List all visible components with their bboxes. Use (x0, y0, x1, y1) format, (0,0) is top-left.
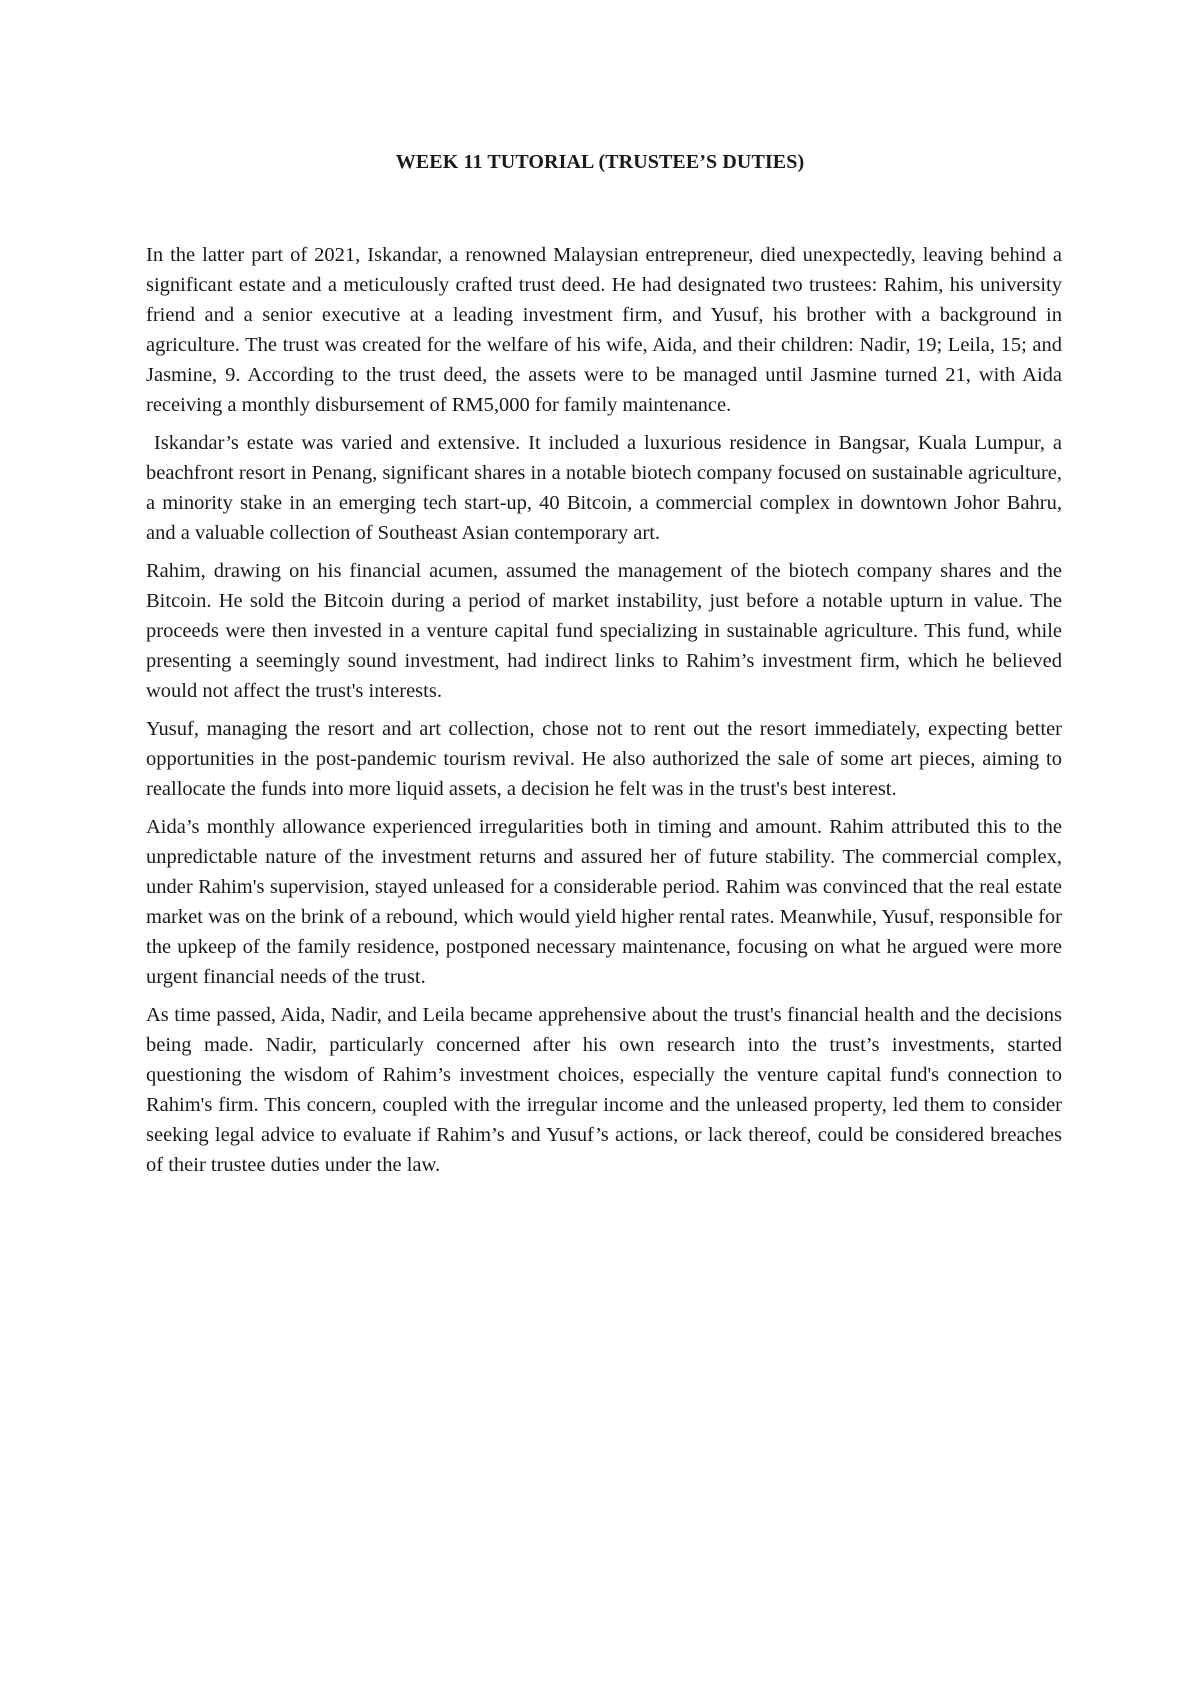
document-body (146, 240, 1062, 1188)
page-title: WEEK 11 TUTORIAL (TRUSTEE’S DUTIES) (395, 151, 805, 173)
paragraph-yusuf-management: Yusuf, managing the resort and art collection, chose not to rent out the resort immediately, expecting better opportunities in the post-pandemic tourism revival. He also authorized the sale of some art pieces, aiming to reallocate the funds into more liquid assets, a decision he felt was in the trust's best interest. (146, 718, 1062, 800)
paragraph-intro: In the latter part of 2021, Iskandar, a renowned Malaysian entrepreneur, died unexpectedly, leaving behind a significant estate and a meticulously crafted trust deed. He had designated two trustees: Rahim, his university friend and a senior executive at a leading investment firm, and Yusuf, his brother with a background in agriculture. The trust was created for the welfare of his wife, Aida, and their children: Nadir, 19; Leila, 15; and Jasmine, 9. According to the trust deed, the assets were to be managed until Jasmine turned 21, with Aida receiving a monthly disbursement of RM5,000 for family maintenance. (146, 244, 1062, 416)
paragraph-allowance-irregularities: Aida’s monthly allowance experienced irregularities both in timing and amount. Rahim attributed this to the unpredictable nature of the investment returns and assured her of future stability. The commercial complex, under Rahim's supervision, stayed unleased for a considerable period. Rahim was convinced that the real estate market was on the brink of a rebound, which would yield higher rental rates. Meanwhile, Yusuf, responsible for the upkeep of the family residence, postponed necessary maintenance, focusing on what he argued were more urgent financial needs of the trust. (146, 816, 1062, 988)
paragraph-beneficiary-concerns: As time passed, Aida, Nadir, and Leila became apprehensive about the trust's financial health and the decisions being made. Nadir, particularly concerned after his own research into the trust’s investments, started questioning the wisdom of Rahim’s investment choices, especially the venture capital fund's connection to Rahim's firm. This concern, coupled with the irregular income and the unleased property, led them to consider seeking legal advice to evaluate if Rahim’s and Yusuf’s actions, or lack thereof, could be considered breaches of their trustee duties under the law. (146, 1004, 1062, 1176)
paragraph-estate: Iskandar’s estate was varied and extensive. It included a luxurious residence in Bangsar, Kuala Lumpur, a beachfront resort in Penang, significant shares in a notable biotech company focused on sustainable agriculture, a minority stake in an emerging tech start-up, 40 Bitcoin, a commercial complex in downtown Johor Bahru, and a valuable collection of Southeast Asian contemporary art. (146, 432, 1062, 544)
paragraph-rahim-investments: Rahim, drawing on his financial acumen, assumed the management of the biotech company shares and the Bitcoin. He sold the Bitcoin during a period of market instability, just before a notable upturn in value. The proceeds were then invested in a venture capital fund specializing in sustainable agriculture. This fund, while presenting a seemingly sound investment, had indirect links to Rahim’s investment firm, which he believed would not affect the trust's interests. (146, 560, 1062, 702)
